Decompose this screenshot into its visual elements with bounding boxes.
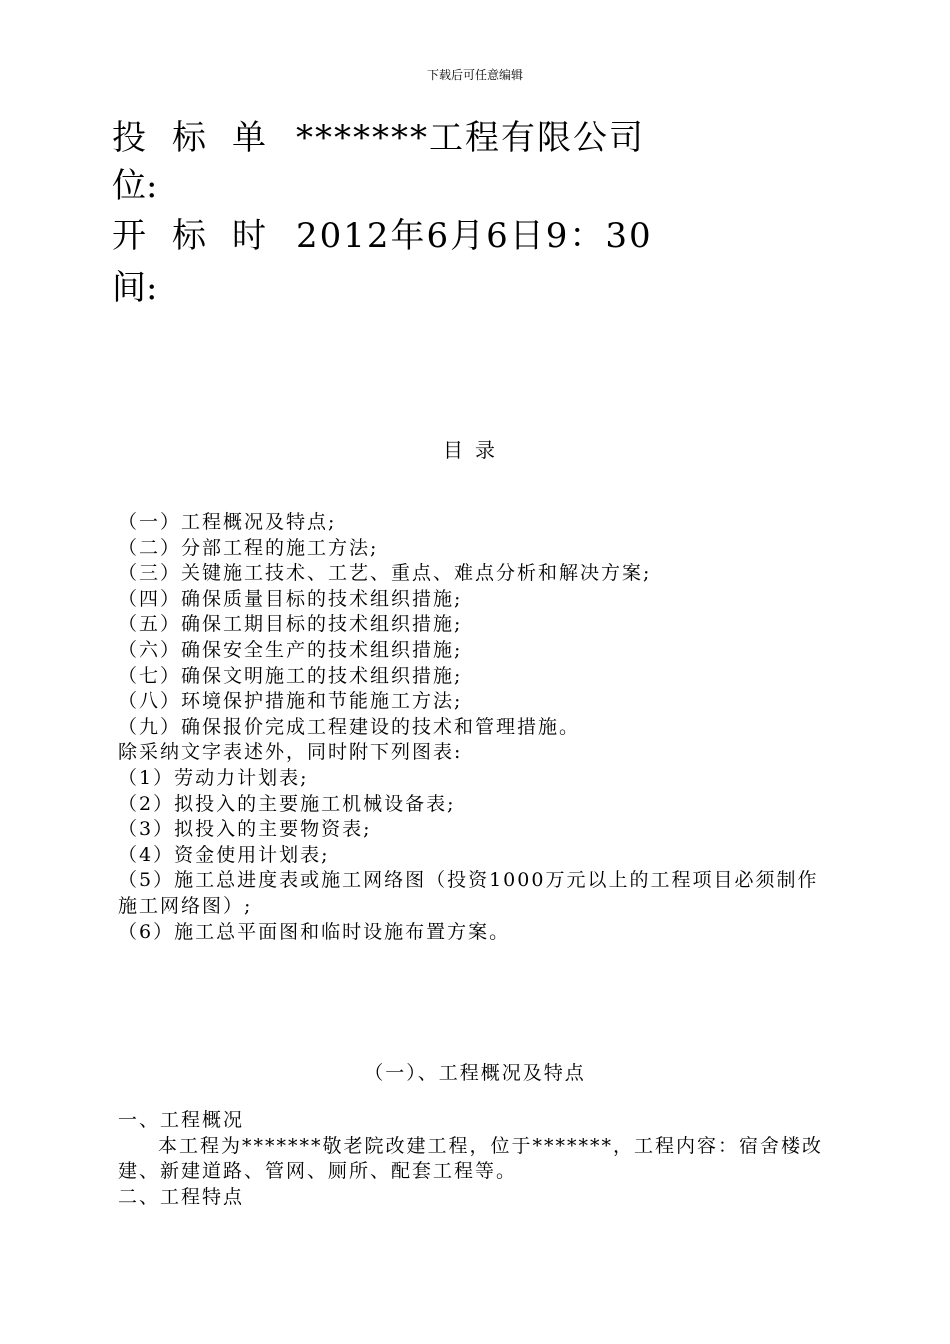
toc-attachment-item: （1）劳动力计划表;: [118, 766, 309, 789]
toc-item: （九）确保报价完成工程建设的技术和管理措施。: [118, 715, 581, 738]
open-time-label: 开标时: [112, 216, 292, 256]
header-note: 下载后可任意编辑: [426, 68, 523, 82]
toc-attachment-item: （4）资金使用计划表;: [118, 843, 330, 866]
toc-attachment-item: （3）拟投入的主要物资表;: [118, 818, 372, 841]
toc-list: [118, 510, 838, 945]
toc-item: （六）确保安全生产的技术组织措施;: [118, 638, 463, 661]
open-time-line: [112, 214, 653, 258]
toc-attachment-item: （2）拟投入的主要施工机械设备表;: [118, 792, 456, 815]
overview-heading: 一、工程概况: [118, 1109, 245, 1131]
toc-item: （八）环境保护措施和节能施工方法;: [118, 690, 463, 713]
toc-attachments-intro: 除采纳文字表述外，同时附下列图表:: [118, 741, 463, 764]
overview-paragraph: 本工程为*******敬老院改建工程，位于*******，工程内容：宿舍楼改建、新建道路、管网、厕所、配套工程等。: [118, 1134, 824, 1183]
bidder-value: *******工程有限公司: [296, 118, 645, 158]
toc-attachment-item: （6）施工总平面图和临时设施布置方案。: [118, 920, 511, 943]
toc-item: （三）关键施工技术、工艺、重点、难点分析和解决方案;: [118, 562, 652, 585]
bidder-label-cont: 位:: [112, 166, 158, 206]
section-title: （一）、工程概况及特点: [364, 1062, 586, 1084]
section-body: [118, 1108, 838, 1210]
toc-attachment-item: （5）施工总进度表或施工网络图（投资1000万元以上的工程项目必须制作施工网络图）;: [118, 869, 819, 917]
bidder-line: [112, 116, 645, 160]
features-heading: 二、工程特点: [118, 1185, 245, 1208]
toc-item: （五）确保工期目标的技术组织措施;: [118, 613, 463, 636]
toc-item: （二）分部工程的施工方法;: [118, 536, 379, 559]
bidder-label: 投标单: [112, 118, 292, 158]
toc-item: （七）确保文明施工的技术组织措施;: [118, 664, 463, 687]
toc-item: （一）工程概况及特点;: [118, 511, 337, 533]
open-time-label-cont: 间:: [112, 268, 158, 308]
toc-item: （四）确保质量目标的技术组织措施;: [118, 587, 463, 610]
open-time-value: 2012年6月6日9：30: [296, 216, 653, 256]
toc-title: 目录: [443, 438, 507, 462]
